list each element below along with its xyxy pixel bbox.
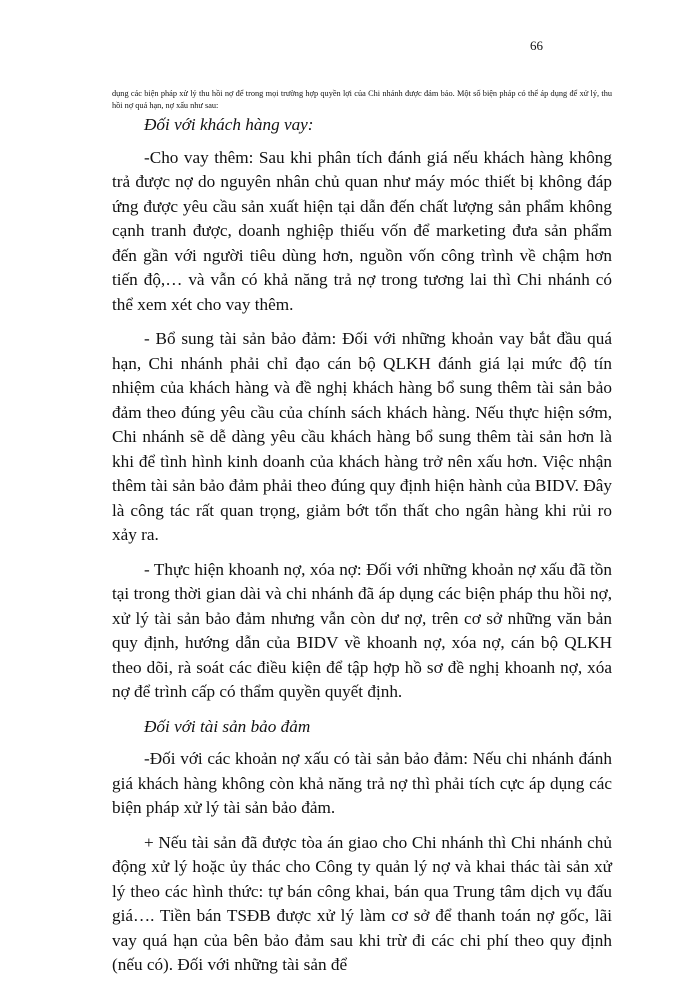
section-heading-collateral: Đối với tài sản bảo đảm: [144, 716, 311, 736]
paragraph-additional-loan: -Cho vay thêm: Sau khi phân tích đánh giá nếu khách hàng không trả được nợ do nguyên nhân chủ quan như máy móc thiết bị không đáp ứng được yêu cầu sản xuất hiện tại dẫn đến chất lượng sản phẩm không cạnh tranh được, doanh nghiệp thiếu vốn để marketing đưa sản phẩm đến gần với người tiêu dùng hơn, nguồn vốn công trình về chậm hơn tiến độ,… và vẫn có khả năng trả nợ trong tương lai thì Chi nhánh có thể xem xét cho vay thêm.: [112, 147, 612, 314]
page-number: 66: [530, 38, 543, 53]
paragraph-court-assigned-assets: + Nếu tài sản đã được tòa án giao cho Chi nhánh thì Chi nhánh chủ động xử lý hoặc ủy thác cho Công ty quản lý nợ và khai thác tài sản xử lý theo các hình thức: tự bán công khai, bán qua Trung tâm dịch vụ đấu giá…. Tiền bán TSĐB được xử lý làm cơ sở để thanh toán nợ gốc, lãi vay quá hạn của bên bảo đảm sau khi trừ đi các chi phí theo quy định (nếu có). Đối với những tài sản để: [112, 832, 612, 974]
intro-text: dụng các biện pháp xử lý thu hồi nợ để trong mọi trường hợp quyền lợi của Chi nhánh được đảm bảo. Một số biện pháp có thể áp dụng để xử lý, thu hồi nợ quá hạn, nợ xấu như sau:: [112, 89, 612, 111]
document-body: [112, 113, 612, 988]
paragraph-additional-collateral: - Bổ sung tài sản bảo đảm: Đối với những khoản vay bắt đầu quá hạn, Chi nhánh phải chỉ đạo cán bộ QLKH đánh giá lại mức độ tín nhiệm của khách hàng và đề nghị khách hàng bổ sung thêm tài sản bảo đảm theo đúng yêu cầu của chính sách khách hàng. Nếu thực hiện sớm, Chi nhánh sẽ dễ dàng yêu cầu khách hàng bổ sung thêm tài sản hơn là khi để tình hình kinh doanh của khách hàng trở nên xấu hơn. Việc nhận thêm tài sản bảo đảm phải theo đúng quy định hiện hành của BIDV. Đây là công tác rất quan trọng, giảm bớt tổn thất cho ngân hàng khi rủi ro xảy ra.: [112, 329, 612, 544]
paragraph-bad-debt-collateral: -Đối với các khoản nợ xấu có tài sản bảo đảm: Nếu chi nhánh đánh giá khách hàng không còn khả năng trả nợ thì phải tích cực áp dụng các biện pháp xử lý tài sản bảo đảm.: [112, 749, 612, 817]
paragraph-debt-freeze-writeoff: - Thực hiện khoanh nợ, xóa nợ: Đối với những khoản nợ xấu đã tồn tại trong thời gian dài và chi nhánh đã áp dụng các biện pháp thu hồi nợ, xử lý tài sản bảo đảm nhưng vẫn còn dư nợ, trên cơ sở những văn bản quy định, hướng dẫn của BIDV về khoanh nợ, xóa nợ, cán bộ QLKH theo dõi, rà soát các điều kiện để tập hợp hồ sơ đề nghị khoanh nợ, xóa nợ để trình cấp có thẩm quyền quyết định.: [112, 559, 612, 701]
section-heading-borrower: Đối với khách hàng vay:: [144, 115, 314, 134]
